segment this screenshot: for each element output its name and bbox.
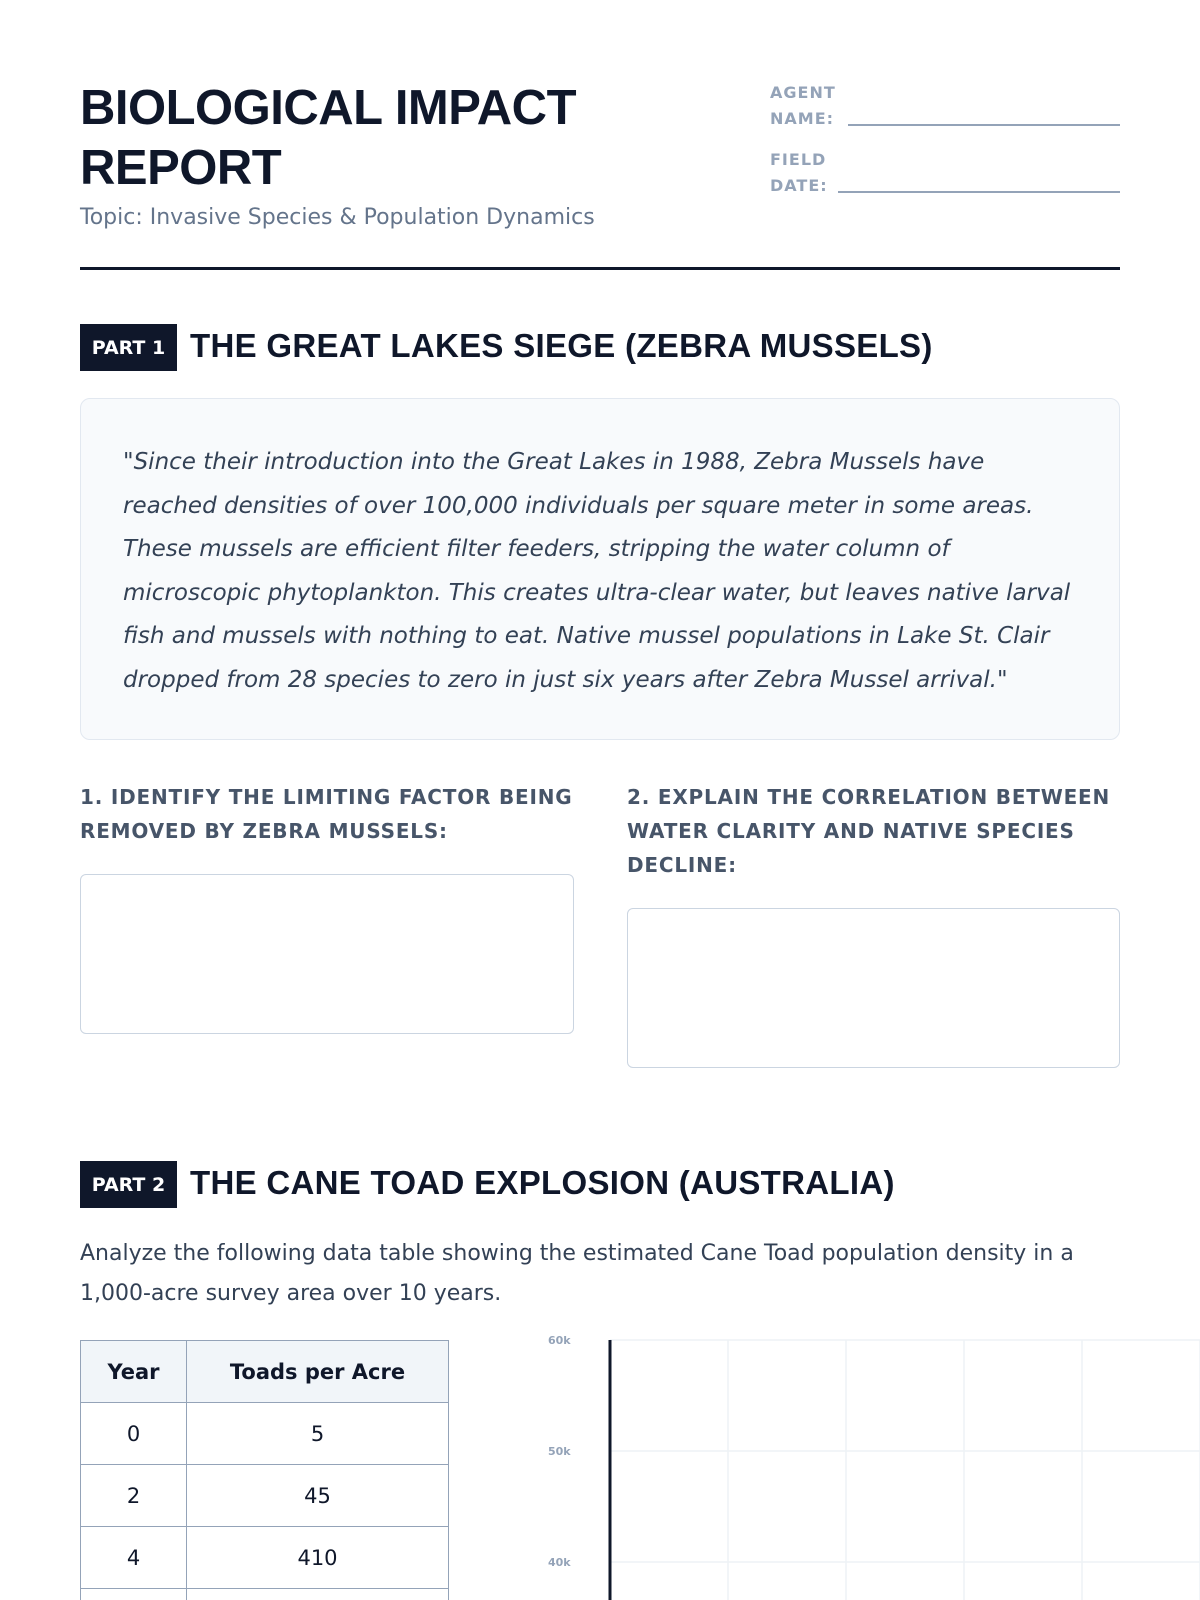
field-date-field[interactable] <box>838 191 1120 193</box>
report-topic: Topic: Invasive Species & Population Dynamics <box>80 205 595 230</box>
table-cell-toads: 410 <box>187 1527 449 1589</box>
part2-badge: PART 2 <box>80 1161 177 1208</box>
agent-name-label <box>770 80 836 132</box>
agent-name-field[interactable] <box>848 124 1120 126</box>
table-header-year: Year <box>81 1341 187 1403</box>
table-cell-year <box>81 1589 187 1600</box>
chart-y-tick-label: 60k <box>548 1334 571 1347</box>
part2-intro: Analyze the following data table showing the estimated Cane Toad population density in a 1,000-acre survey area over 10 years. <box>80 1241 1074 1306</box>
header-divider <box>80 267 1120 270</box>
population-table <box>80 1340 449 1600</box>
chart-y-tick-label: 40k <box>548 1556 571 1569</box>
table-row <box>81 1589 449 1600</box>
table-cell-toads: 45 <box>187 1465 449 1527</box>
agent-label-line2: NAME: <box>770 109 835 128</box>
date-label-line1: FIELD <box>770 150 827 169</box>
table-row <box>81 1465 449 1527</box>
table-cell-year: 0 <box>81 1403 187 1465</box>
quote-text: "Since their introduction into the Great Lakes in 1988, Zebra Mussels have reached densities of over 100,000 individuals per square meter in some areas. These mussels are efficient filter feeders, stripping the water column of microscopic phytoplankton. This creates ultra-clear water, but leaves native larval fish and mussels with nothing to eat. Native mussel populations in Lake St. Clair dropped from 28 species to zero in just six years after Zebra Mussel arrival." <box>123 449 1071 693</box>
question-2: 2. EXPLAIN THE CORRELATION BETWEEN WATER CLARITY AND NATIVE SPECIES DECLINE: <box>627 785 1111 877</box>
part1-badge: PART 1 <box>80 324 177 371</box>
chart-y-tick-label: 50k <box>548 1445 571 1458</box>
answer-box-2[interactable] <box>627 908 1120 1068</box>
table-cell-year: 2 <box>81 1465 187 1527</box>
date-label-line2: DATE: <box>770 176 828 195</box>
quote-box <box>80 398 1120 740</box>
table-cell-year: 4 <box>81 1527 187 1589</box>
table-row <box>81 1403 449 1465</box>
agent-label-line1: AGENT <box>770 83 836 102</box>
table-cell-toads: 5 <box>187 1403 449 1465</box>
part2-title: THE CANE TOAD EXPLOSION (AUSTRALIA) <box>190 1164 895 1201</box>
part1-title: THE GREAT LAKES SIEGE (ZEBRA MUSSELS) <box>190 327 933 364</box>
field-date-label <box>770 147 828 199</box>
table-row <box>81 1527 449 1589</box>
population-chart <box>540 1320 1200 1600</box>
table-header-row <box>81 1341 449 1403</box>
answer-box-1[interactable] <box>80 874 574 1034</box>
table-header-toads: Toads per Acre <box>187 1341 449 1403</box>
table-cell-toads <box>187 1589 449 1600</box>
question-1: 1. IDENTIFY THE LIMITING FACTOR BEING REMOVED BY ZEBRA MUSSELS: <box>80 785 573 843</box>
report-title: BIOLOGICAL IMPACT REPORT <box>80 81 576 195</box>
